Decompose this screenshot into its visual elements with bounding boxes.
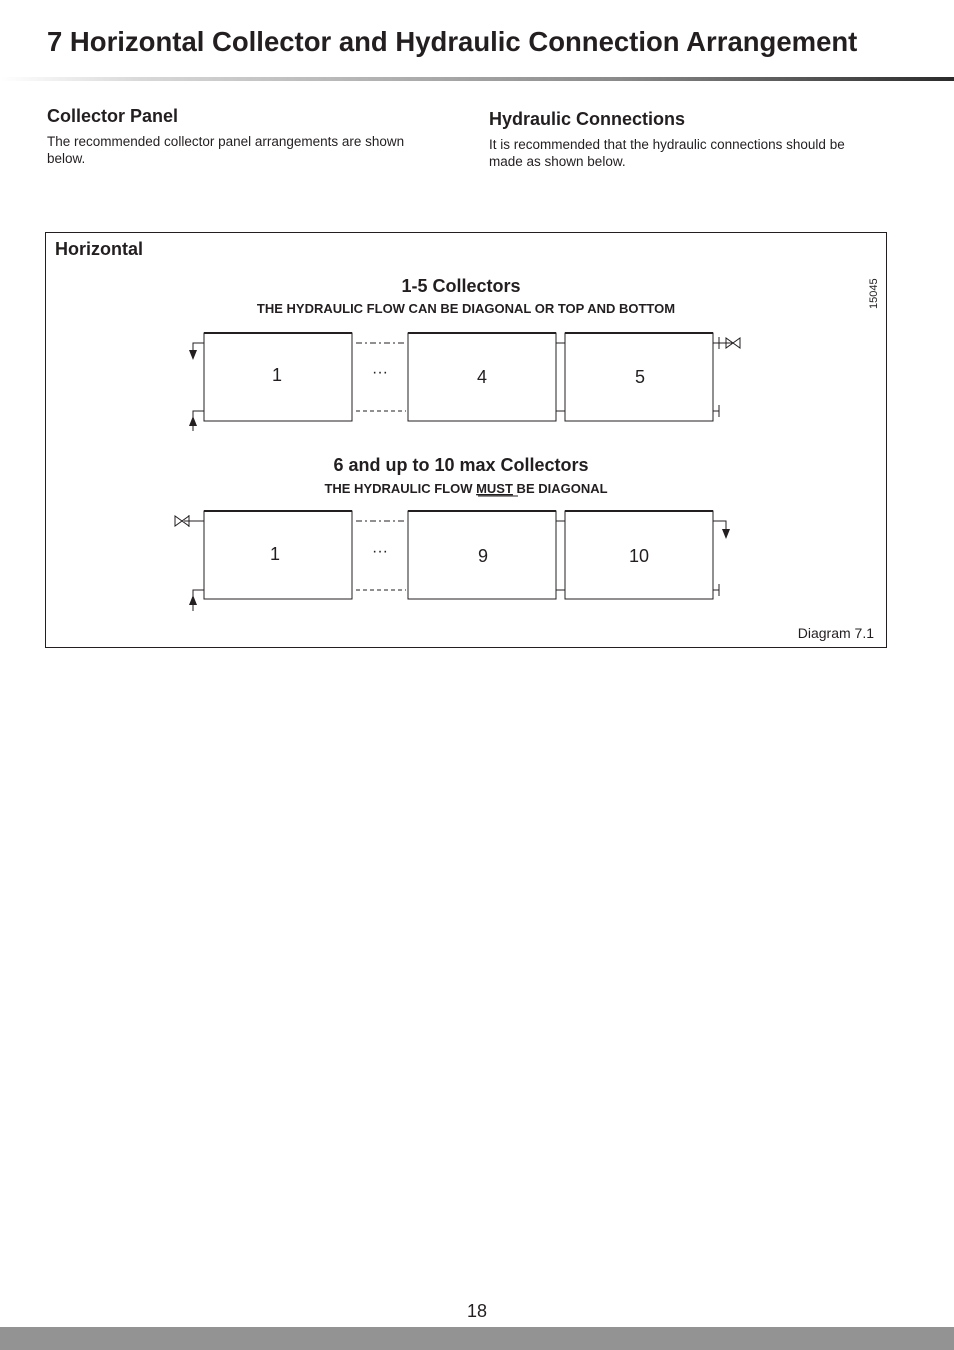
footer-bar bbox=[0, 1327, 954, 1350]
diagram-7-1 bbox=[45, 232, 887, 648]
collector-panel-section bbox=[47, 106, 447, 167]
section1-inlet-arrow-icon bbox=[189, 416, 197, 426]
section2-gap-dots: ··· bbox=[372, 543, 388, 560]
diagram-drawing bbox=[46, 233, 886, 647]
diagram-caption: Diagram 7.1 bbox=[797, 625, 874, 641]
section1-collector-a-label: 1 bbox=[271, 365, 283, 385]
section2-note-emphasis: MUST bbox=[476, 481, 513, 496]
diagram-label: Horizontal bbox=[55, 239, 143, 259]
diagram-code: 15045 bbox=[868, 278, 880, 309]
section2-note: THE HYDRAULIC FLOW MUST BE DIAGONAL bbox=[324, 481, 608, 496]
section1-gap-dots: ··· bbox=[372, 364, 388, 381]
hydraulic-connections-section bbox=[489, 109, 889, 170]
section2-collector-b-label: 9 bbox=[477, 546, 489, 566]
section2-heading: 6 and up to 10 max Collectors bbox=[333, 455, 589, 475]
section1-outlet-arrow-icon bbox=[189, 350, 197, 360]
section1-note: THE HYDRAULIC FLOW CAN BE DIAGONAL OR TOP AND BOTTOM bbox=[256, 301, 676, 316]
section1-collector-b-label: 4 bbox=[476, 367, 488, 387]
title-rule bbox=[0, 77, 954, 81]
section2-collector-c-label: 10 bbox=[628, 546, 650, 566]
collector-panel-text: The recommended collector panel arrangements are shown below. bbox=[47, 134, 405, 166]
collector-panel-heading: Collector Panel bbox=[47, 106, 179, 126]
section1-collector-c-label: 5 bbox=[634, 367, 646, 387]
page-title: 7 Horizontal Collector and Hydraulic Connection Arrangement bbox=[47, 26, 858, 57]
section2-outlet-arrow-icon bbox=[722, 529, 730, 539]
section2-inlet-arrow-icon bbox=[189, 595, 197, 605]
section2-collector-a-label: 1 bbox=[269, 544, 281, 564]
hydraulic-connections-text: It is recommended that the hydraulic connections should be made as shown below. bbox=[489, 137, 845, 169]
page-number: 18 bbox=[466, 1301, 488, 1321]
hydraulic-connections-heading: Hydraulic Connections bbox=[489, 109, 686, 129]
section1-heading: 1-5 Collectors bbox=[401, 276, 521, 296]
